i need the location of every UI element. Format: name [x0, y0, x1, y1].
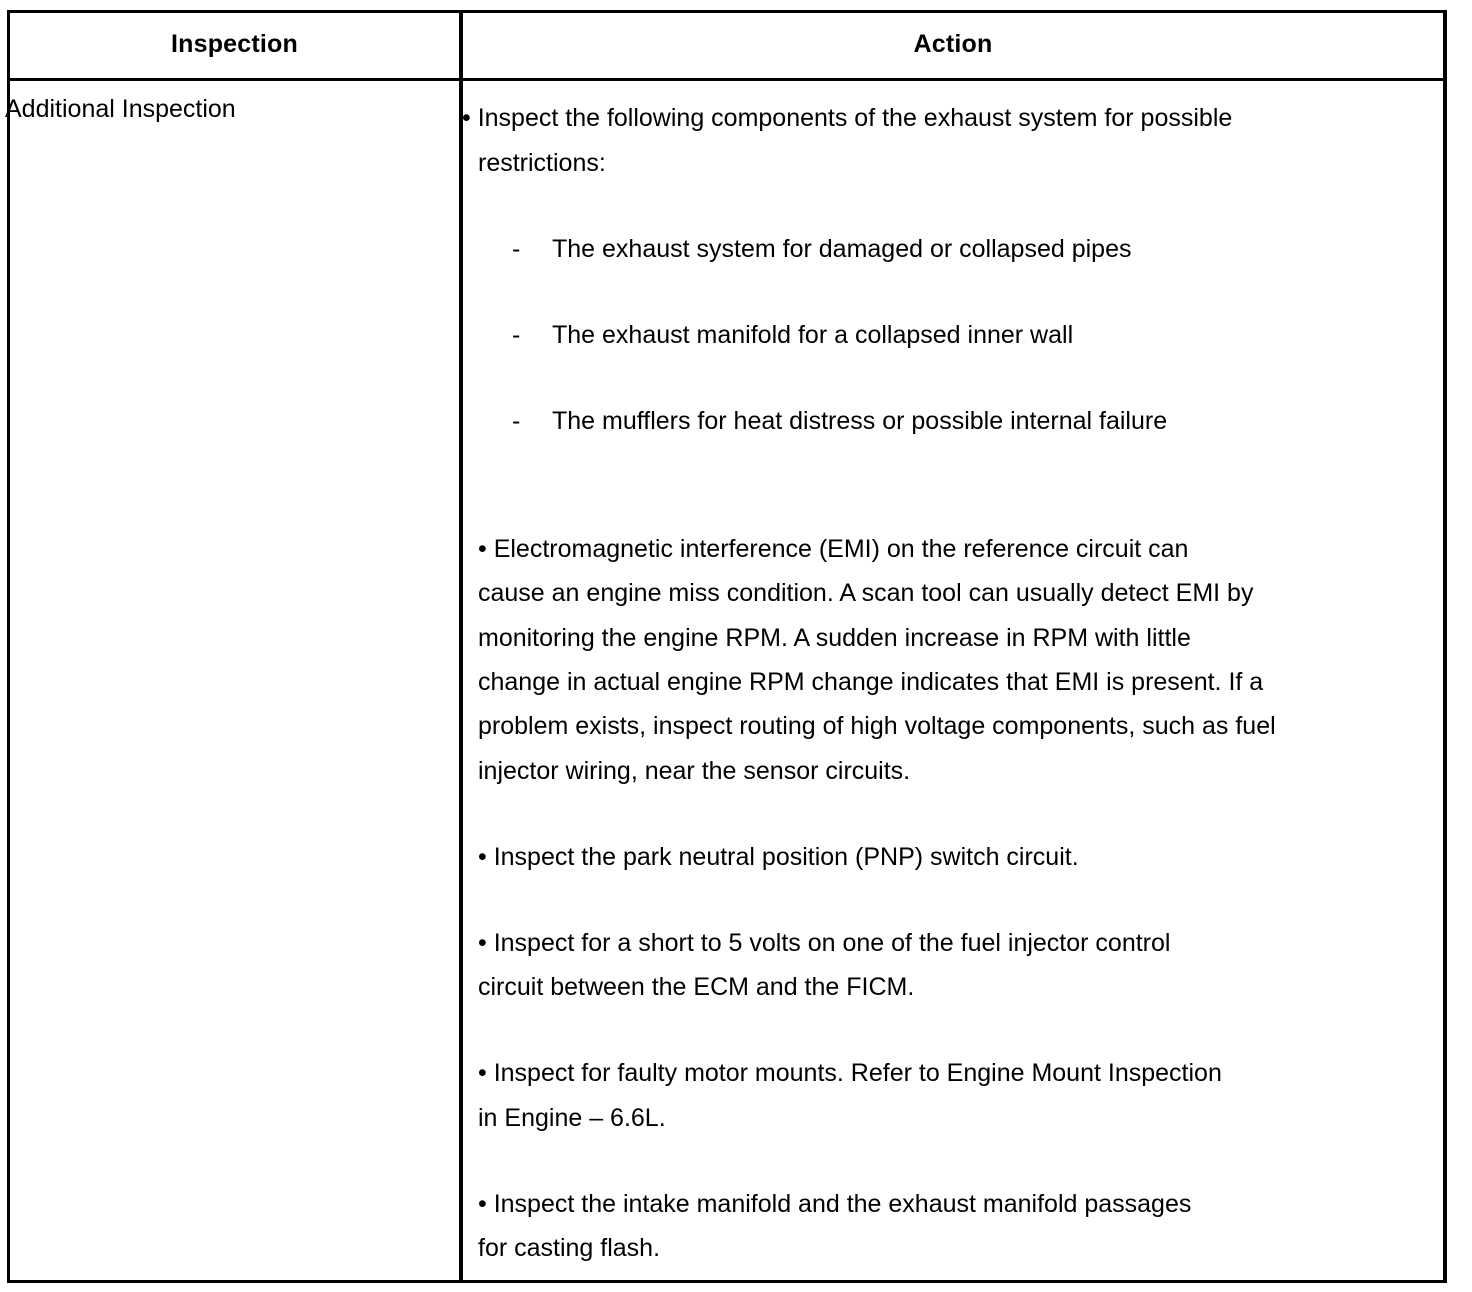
- table-border-top: [7, 10, 1447, 13]
- sub-item-2: - The exhaust manifold for a collapsed inner wall: [512, 321, 1074, 349]
- header-action: Action: [913, 30, 993, 58]
- bullet-2-line-3: monitoring the engine RPM. A sudden increase in RPM with little: [478, 624, 1191, 652]
- bullet-2-line-5: problem exists, inspect routing of high voltage components, such as fuel: [478, 712, 1276, 740]
- dash-marker: -: [512, 321, 521, 349]
- dash-marker: -: [512, 235, 521, 263]
- bullet-1-line-2: restrictions:: [478, 149, 606, 177]
- bullet-6-line-2: for casting flash.: [478, 1234, 661, 1262]
- bullet-4-line-1: • Inspect for a short to 5 volts on one of the fuel injector control: [478, 929, 1171, 957]
- sub-item-3: - The mufflers for heat distress or possible internal failure: [512, 407, 1168, 435]
- column-divider: [459, 10, 463, 1283]
- header-inspection: Inspection: [170, 30, 298, 58]
- bullet-5-line-2: in Engine – 6.6L.: [478, 1104, 666, 1132]
- table-border-right: [1443, 10, 1447, 1283]
- dash-marker: -: [512, 407, 521, 435]
- inspection-cell: Additional Inspection: [5, 95, 236, 123]
- bullet-2-line-6: injector wiring, near the sensor circuits.: [478, 757, 911, 785]
- bullet-6-line-1: • Inspect the intake manifold and the exhaust manifold passages: [478, 1190, 1192, 1218]
- header-divider: [7, 78, 1447, 81]
- bullet-2-line-1: • Electromagnetic interference (EMI) on the reference circuit can: [478, 535, 1189, 563]
- table-border-bottom: [7, 1280, 1447, 1283]
- bullet-2-line-2: cause an engine miss condition. A scan tool can usually detect EMI by: [478, 579, 1254, 607]
- bullet-3: • Inspect the park neutral position (PNP) switch circuit.: [478, 843, 1079, 871]
- bullet-2-line-4: change in actual engine RPM change indicates that EMI is present. If a: [478, 668, 1264, 696]
- sub-item-1: - The exhaust system for damaged or collapsed pipes: [512, 235, 1132, 263]
- bullet-5-line-1: • Inspect for faulty motor mounts. Refer to Engine Mount Inspection: [478, 1059, 1222, 1087]
- table-border-left: [7, 10, 10, 1283]
- bullet-1-line-1: • Inspect the following components of the exhaust system for possible: [462, 104, 1233, 132]
- bullet-4-line-2: circuit between the ECM and the FICM.: [478, 973, 915, 1001]
